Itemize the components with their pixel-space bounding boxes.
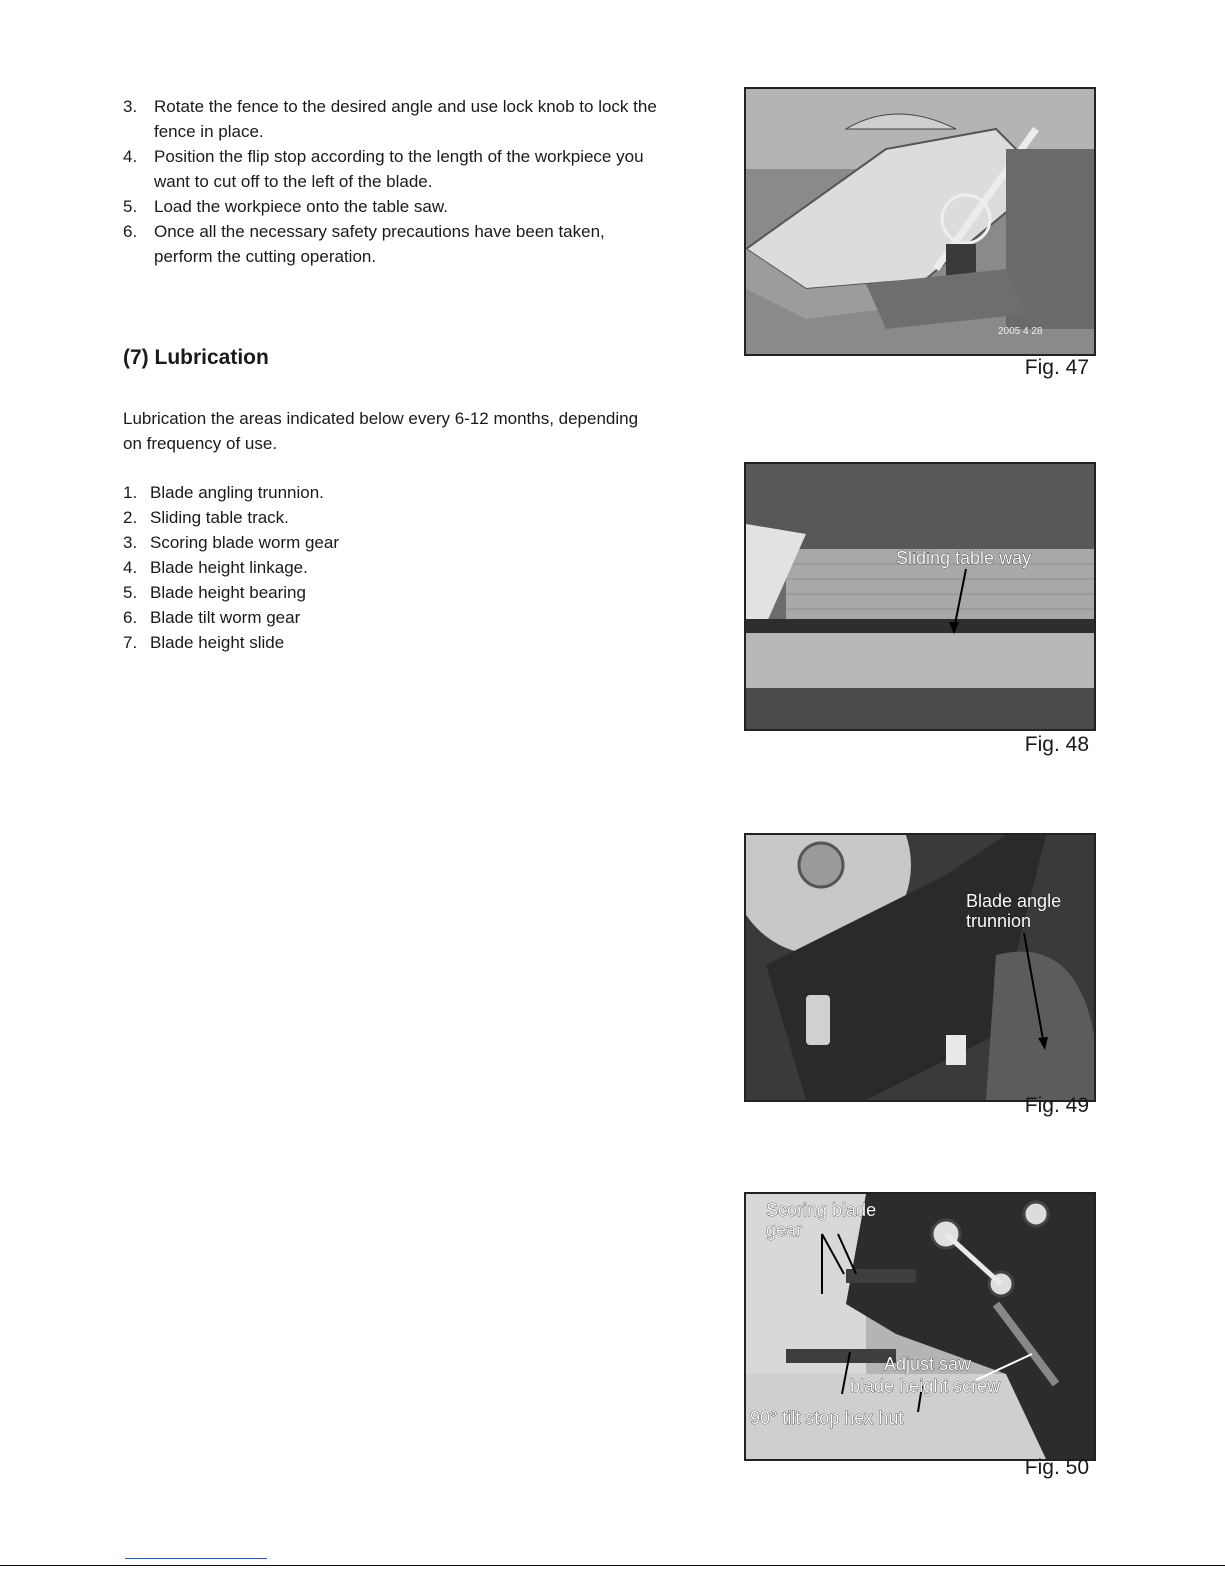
list-item [123,580,339,605]
lubrication-list [123,480,339,655]
fig49-photo [744,833,1096,1102]
item-number: 7. [123,633,138,652]
list-item [123,194,663,219]
fig50-photo [744,1192,1096,1461]
step-text: Position the flip stop according to the length of the workpiece you want to cut off to the left of the blade. [154,147,644,191]
adjust-saw-label-line2: blade height screw [850,1376,1001,1396]
adjust-saw-label-line1: Adjust saw [884,1354,972,1374]
list-item [123,480,339,505]
list-item [123,505,339,530]
sliding-table-way-label: Sliding table way [896,548,1032,568]
step-number: 3. [123,97,138,116]
item-number: 1. [123,483,138,502]
fig47-photo [744,87,1096,356]
item-text: Blade height slide [150,633,285,652]
section-intro: Lubrication the areas indicated below every 6-12 months, depending on frequency of use. [123,409,639,453]
list-item [123,555,339,580]
list-item [123,605,339,630]
item-text: Scoring blade worm gear [150,533,339,552]
blade-angle-label-line1: Blade angle [966,891,1062,911]
section-heading: (7) Lubrication [123,346,269,369]
step-text: Load the workpiece onto the table saw. [154,197,448,216]
item-number: 4. [123,558,138,577]
list-item [123,144,663,194]
list-item [123,630,339,655]
item-text: Blade height linkage. [150,558,308,577]
fig48-photo [744,462,1096,731]
item-number: 6. [123,608,138,627]
fig48-caption: Fig. 48 [1024,733,1089,756]
step-text: Once all the necessary safety precautions have been taken, perform the cutting operation. [154,222,605,266]
blade-angle-label-line2: trunnion [966,911,1032,931]
list-item [123,219,663,269]
fig49-caption: Fig. 49 [1024,1094,1089,1117]
step-number: 6. [123,222,138,241]
cutting-steps-list [123,94,663,269]
list-item [123,94,663,144]
item-text: Sliding table track. [150,508,289,527]
item-text: Blade tilt worm gear [150,608,301,627]
item-number: 2. [123,508,138,527]
step-text: Rotate the fence to the desired angle and use lock knob to lock the fence in place. [154,97,657,141]
list-item [123,530,339,555]
step-number: 4. [123,147,138,166]
footer-link-underline [125,1558,267,1559]
scoring-blade-label-line1: Scoring blade [766,1200,877,1220]
scoring-blade-label-line2: gear [766,1220,803,1240]
item-number: 3. [123,533,138,552]
page-bottom-rule [0,1565,1225,1566]
fig47-date-stamp: 2005 4 28 [998,326,1043,337]
fig47-caption: Fig. 47 [1024,356,1089,379]
tilt-stop-label: 90° tilt stop hex hut [750,1408,904,1428]
item-number: 5. [123,583,138,602]
item-text: Blade angling trunnion. [150,483,324,502]
fig50-caption: Fig. 50 [1024,1456,1089,1479]
item-text: Blade height bearing [150,583,306,602]
step-number: 5. [123,197,138,216]
